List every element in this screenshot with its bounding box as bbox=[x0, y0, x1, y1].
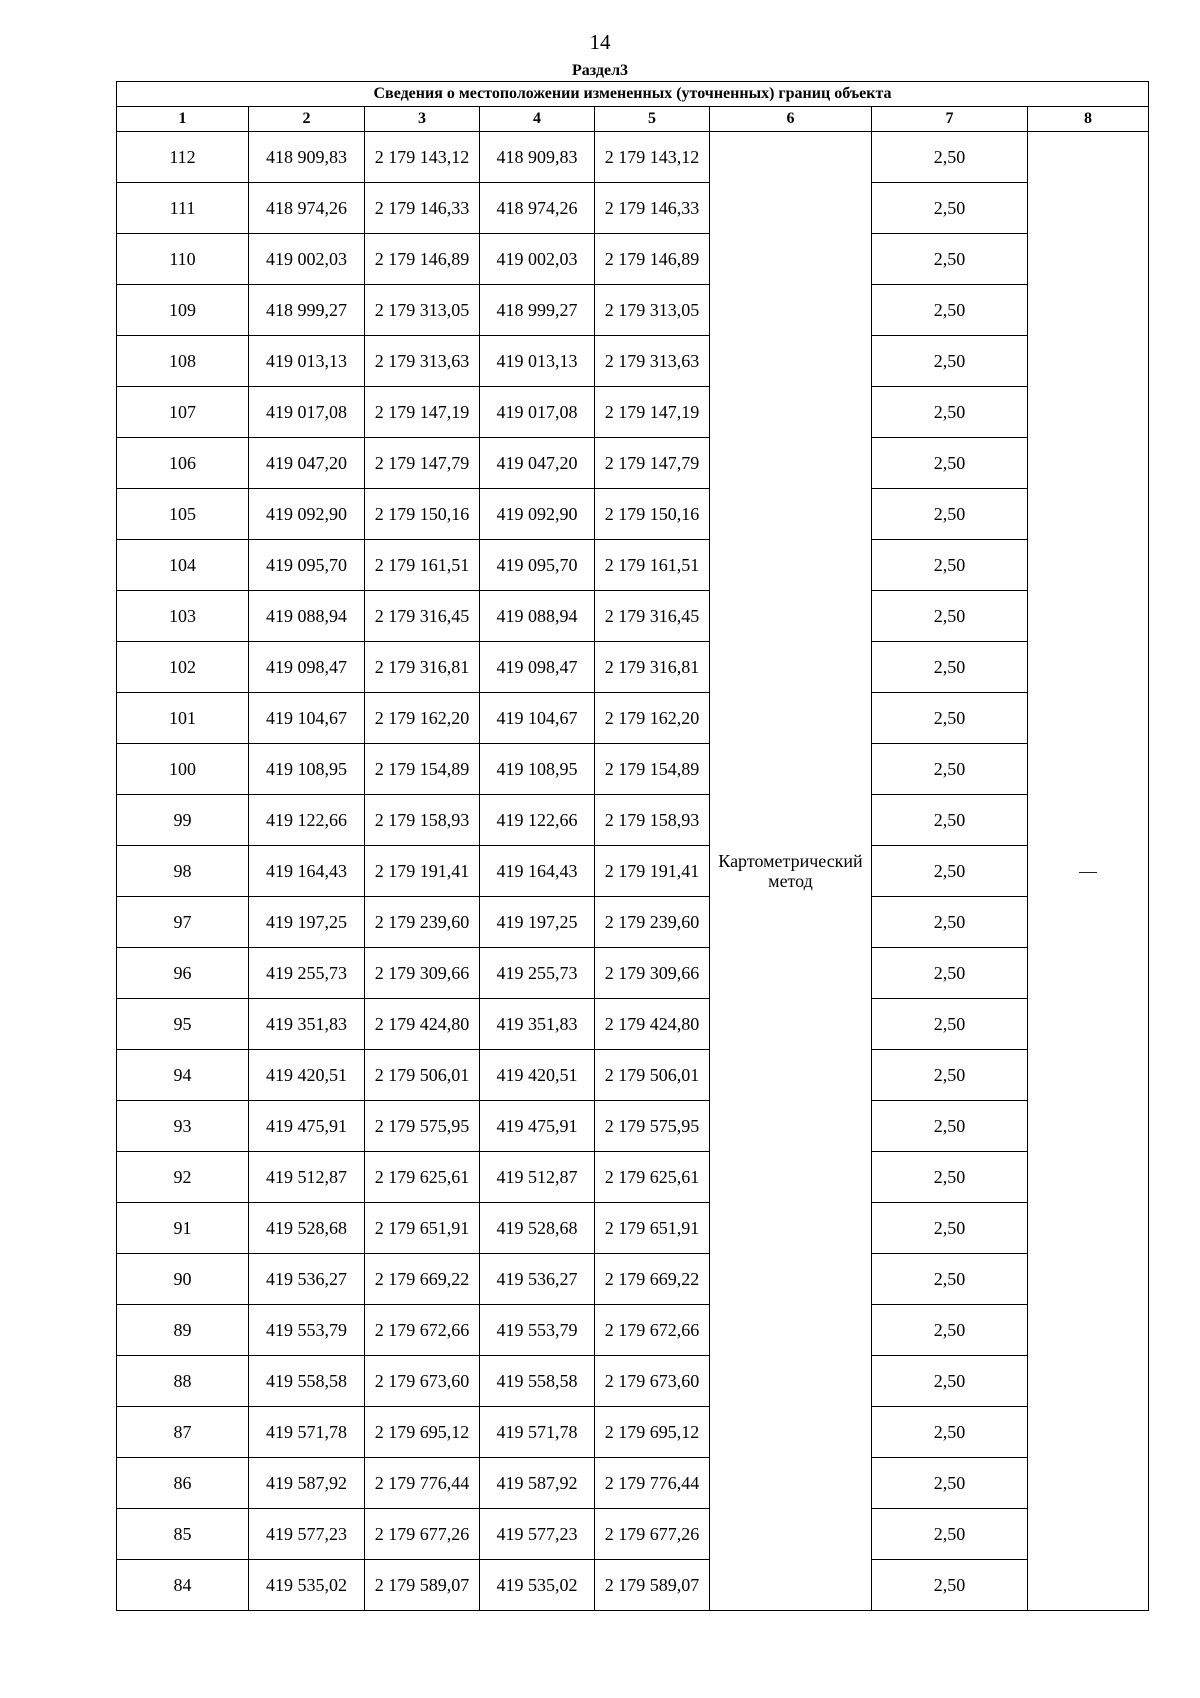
cell-y-old: 2 179 589,07 bbox=[365, 1560, 480, 1611]
cell-accuracy: 2,50 bbox=[872, 948, 1028, 999]
cell-y-old: 2 179 651,91 bbox=[365, 1203, 480, 1254]
cell-x-old: 419 088,94 bbox=[249, 591, 365, 642]
table-row bbox=[117, 1203, 1149, 1254]
cell-x-old: 419 553,79 bbox=[249, 1305, 365, 1356]
cell-y-new: 2 179 677,26 bbox=[595, 1509, 710, 1560]
cell-y-new: 2 179 154,89 bbox=[595, 744, 710, 795]
cell-y-new: 2 179 672,66 bbox=[595, 1305, 710, 1356]
table-row bbox=[117, 948, 1149, 999]
cell-y-old: 2 179 506,01 bbox=[365, 1050, 480, 1101]
cell-accuracy: 2,50 bbox=[872, 183, 1028, 234]
cell-y-new: 2 179 695,12 bbox=[595, 1407, 710, 1458]
cell-x-old: 419 571,78 bbox=[249, 1407, 365, 1458]
cell-x-new: 419 164,43 bbox=[480, 846, 595, 897]
cell-y-new: 2 179 669,22 bbox=[595, 1254, 710, 1305]
cell-y-old: 2 179 146,89 bbox=[365, 234, 480, 285]
cell-y-new: 2 179 575,95 bbox=[595, 1101, 710, 1152]
table-row bbox=[117, 438, 1149, 489]
cell-y-old: 2 179 143,12 bbox=[365, 132, 480, 183]
cell-accuracy: 2,50 bbox=[872, 1509, 1028, 1560]
cell-y-old: 2 179 672,66 bbox=[365, 1305, 480, 1356]
column-header-7: 7 bbox=[872, 107, 1028, 132]
cell-point-number: 90 bbox=[117, 1254, 249, 1305]
cell-x-old: 419 122,66 bbox=[249, 795, 365, 846]
cell-x-new: 419 558,58 bbox=[480, 1356, 595, 1407]
cell-x-new: 419 013,13 bbox=[480, 336, 595, 387]
cell-x-new: 419 553,79 bbox=[480, 1305, 595, 1356]
cell-accuracy: 2,50 bbox=[872, 642, 1028, 693]
table-row bbox=[117, 897, 1149, 948]
column-header-4: 4 bbox=[480, 107, 595, 132]
cell-x-old: 419 475,91 bbox=[249, 1101, 365, 1152]
cell-y-new: 2 179 146,33 bbox=[595, 183, 710, 234]
table-row bbox=[117, 1101, 1149, 1152]
table-row bbox=[117, 1356, 1149, 1407]
cell-accuracy: 2,50 bbox=[872, 846, 1028, 897]
cell-x-new: 419 587,92 bbox=[480, 1458, 595, 1509]
cell-point-number: 84 bbox=[117, 1560, 249, 1611]
cell-x-old: 419 528,68 bbox=[249, 1203, 365, 1254]
cell-point-number: 92 bbox=[117, 1152, 249, 1203]
table-row bbox=[117, 744, 1149, 795]
cell-y-old: 2 179 158,93 bbox=[365, 795, 480, 846]
cell-point-number: 108 bbox=[117, 336, 249, 387]
cell-accuracy: 2,50 bbox=[872, 1458, 1028, 1509]
table-row bbox=[117, 285, 1149, 336]
cell-x-old: 418 909,83 bbox=[249, 132, 365, 183]
table-row bbox=[117, 1152, 1149, 1203]
cell-y-old: 2 179 147,79 bbox=[365, 438, 480, 489]
cell-y-new: 2 179 313,63 bbox=[595, 336, 710, 387]
cell-accuracy: 2,50 bbox=[872, 1254, 1028, 1305]
cell-x-new: 418 974,26 bbox=[480, 183, 595, 234]
cell-x-old: 419 104,67 bbox=[249, 693, 365, 744]
coordinates-table bbox=[116, 81, 1149, 1611]
cell-y-old: 2 179 669,22 bbox=[365, 1254, 480, 1305]
cell-y-new: 2 179 625,61 bbox=[595, 1152, 710, 1203]
cell-accuracy: 2,50 bbox=[872, 1050, 1028, 1101]
cell-x-old: 419 164,43 bbox=[249, 846, 365, 897]
cell-accuracy: 2,50 bbox=[872, 540, 1028, 591]
cell-accuracy: 2,50 bbox=[872, 1560, 1028, 1611]
cell-y-old: 2 179 695,12 bbox=[365, 1407, 480, 1458]
cell-y-new: 2 179 316,81 bbox=[595, 642, 710, 693]
cell-y-new: 2 179 673,60 bbox=[595, 1356, 710, 1407]
cell-x-new: 419 017,08 bbox=[480, 387, 595, 438]
cell-accuracy: 2,50 bbox=[872, 336, 1028, 387]
cell-y-old: 2 179 313,63 bbox=[365, 336, 480, 387]
cell-point-number: 104 bbox=[117, 540, 249, 591]
cell-point-number: 98 bbox=[117, 846, 249, 897]
cell-accuracy: 2,50 bbox=[872, 693, 1028, 744]
cell-accuracy: 2,50 bbox=[872, 132, 1028, 183]
table-row bbox=[117, 999, 1149, 1050]
cell-x-new: 419 197,25 bbox=[480, 897, 595, 948]
column-header-3: 3 bbox=[365, 107, 480, 132]
cell-x-old: 419 536,27 bbox=[249, 1254, 365, 1305]
cell-y-new: 2 179 161,51 bbox=[595, 540, 710, 591]
page-number: 14 bbox=[589, 30, 611, 54]
cell-point-number: 99 bbox=[117, 795, 249, 846]
cell-point-number: 102 bbox=[117, 642, 249, 693]
table-title: Сведения о местоположении измененных (уточненных) границ объекта bbox=[117, 82, 1149, 107]
col8-cell: — bbox=[1028, 132, 1149, 1611]
cell-point-number: 101 bbox=[117, 693, 249, 744]
column-header-6: 6 bbox=[710, 107, 872, 132]
cell-accuracy: 2,50 bbox=[872, 1356, 1028, 1407]
table-row bbox=[117, 183, 1149, 234]
cell-accuracy: 2,50 bbox=[872, 234, 1028, 285]
cell-y-new: 2 179 158,93 bbox=[595, 795, 710, 846]
cell-x-new: 419 255,73 bbox=[480, 948, 595, 999]
table-row bbox=[117, 336, 1149, 387]
table-row bbox=[117, 387, 1149, 438]
column-header-1: 1 bbox=[117, 107, 249, 132]
section-label: Раздел3 bbox=[571, 62, 629, 79]
cell-y-old: 2 179 575,95 bbox=[365, 1101, 480, 1152]
table-row bbox=[117, 1509, 1149, 1560]
cell-accuracy: 2,50 bbox=[872, 795, 1028, 846]
cell-point-number: 106 bbox=[117, 438, 249, 489]
cell-y-new: 2 179 313,05 bbox=[595, 285, 710, 336]
cell-y-old: 2 179 239,60 bbox=[365, 897, 480, 948]
cell-y-new: 2 179 146,89 bbox=[595, 234, 710, 285]
cell-x-new: 419 002,03 bbox=[480, 234, 595, 285]
cell-x-old: 419 098,47 bbox=[249, 642, 365, 693]
cell-y-old: 2 179 161,51 bbox=[365, 540, 480, 591]
method-cell: Картометрический метод bbox=[710, 132, 872, 1611]
cell-y-new: 2 179 651,91 bbox=[595, 1203, 710, 1254]
cell-y-new: 2 179 589,07 bbox=[595, 1560, 710, 1611]
column-header-8: 8 bbox=[1028, 107, 1149, 132]
table-row bbox=[117, 1560, 1149, 1611]
cell-point-number: 110 bbox=[117, 234, 249, 285]
cell-point-number: 112 bbox=[117, 132, 249, 183]
cell-y-old: 2 179 150,16 bbox=[365, 489, 480, 540]
table-row bbox=[117, 693, 1149, 744]
cell-y-new: 2 179 239,60 bbox=[595, 897, 710, 948]
cell-x-new: 419 528,68 bbox=[480, 1203, 595, 1254]
cell-x-old: 419 092,90 bbox=[249, 489, 365, 540]
cell-x-new: 419 351,83 bbox=[480, 999, 595, 1050]
cell-x-old: 419 512,87 bbox=[249, 1152, 365, 1203]
cell-x-new: 419 104,67 bbox=[480, 693, 595, 744]
table-row bbox=[117, 540, 1149, 591]
cell-accuracy: 2,50 bbox=[872, 591, 1028, 642]
cell-y-old: 2 179 776,44 bbox=[365, 1458, 480, 1509]
cell-y-old: 2 179 146,33 bbox=[365, 183, 480, 234]
cell-accuracy: 2,50 bbox=[872, 1101, 1028, 1152]
cell-x-old: 419 255,73 bbox=[249, 948, 365, 999]
cell-point-number: 105 bbox=[117, 489, 249, 540]
cell-x-old: 419 013,13 bbox=[249, 336, 365, 387]
table-row bbox=[117, 1254, 1149, 1305]
cell-accuracy: 2,50 bbox=[872, 285, 1028, 336]
cell-x-new: 419 420,51 bbox=[480, 1050, 595, 1101]
cell-y-new: 2 179 143,12 bbox=[595, 132, 710, 183]
cell-point-number: 96 bbox=[117, 948, 249, 999]
cell-point-number: 87 bbox=[117, 1407, 249, 1458]
cell-x-new: 419 092,90 bbox=[480, 489, 595, 540]
cell-y-old: 2 179 625,61 bbox=[365, 1152, 480, 1203]
cell-point-number: 111 bbox=[117, 183, 249, 234]
cell-x-new: 419 475,91 bbox=[480, 1101, 595, 1152]
column-header-5: 5 bbox=[595, 107, 710, 132]
cell-y-old: 2 179 673,60 bbox=[365, 1356, 480, 1407]
cell-x-new: 419 088,94 bbox=[480, 591, 595, 642]
cell-y-old: 2 179 162,20 bbox=[365, 693, 480, 744]
cell-x-new: 419 577,23 bbox=[480, 1509, 595, 1560]
cell-accuracy: 2,50 bbox=[872, 387, 1028, 438]
cell-point-number: 85 bbox=[117, 1509, 249, 1560]
cell-point-number: 93 bbox=[117, 1101, 249, 1152]
table-row bbox=[117, 591, 1149, 642]
table-row bbox=[117, 489, 1149, 540]
cell-accuracy: 2,50 bbox=[872, 1407, 1028, 1458]
cell-x-old: 419 197,25 bbox=[249, 897, 365, 948]
cell-x-old: 419 351,83 bbox=[249, 999, 365, 1050]
cell-y-old: 2 179 316,45 bbox=[365, 591, 480, 642]
table-row bbox=[117, 1407, 1149, 1458]
cell-x-old: 419 420,51 bbox=[249, 1050, 365, 1101]
cell-accuracy: 2,50 bbox=[872, 897, 1028, 948]
cell-x-old: 419 017,08 bbox=[249, 387, 365, 438]
cell-y-old: 2 179 677,26 bbox=[365, 1509, 480, 1560]
cell-x-new: 419 108,95 bbox=[480, 744, 595, 795]
cell-accuracy: 2,50 bbox=[872, 438, 1028, 489]
cell-y-new: 2 179 162,20 bbox=[595, 693, 710, 744]
cell-x-new: 419 095,70 bbox=[480, 540, 595, 591]
column-header-2: 2 bbox=[249, 107, 365, 132]
cell-x-new: 419 536,27 bbox=[480, 1254, 595, 1305]
table-row bbox=[117, 846, 1149, 897]
cell-y-old: 2 179 313,05 bbox=[365, 285, 480, 336]
cell-x-new: 419 512,87 bbox=[480, 1152, 595, 1203]
cell-y-new: 2 179 309,66 bbox=[595, 948, 710, 999]
cell-accuracy: 2,50 bbox=[872, 744, 1028, 795]
cell-x-new: 419 571,78 bbox=[480, 1407, 595, 1458]
cell-point-number: 107 bbox=[117, 387, 249, 438]
cell-point-number: 94 bbox=[117, 1050, 249, 1101]
cell-point-number: 89 bbox=[117, 1305, 249, 1356]
table-row bbox=[117, 132, 1149, 183]
table-body bbox=[117, 132, 1149, 1611]
cell-point-number: 109 bbox=[117, 285, 249, 336]
cell-y-new: 2 179 316,45 bbox=[595, 591, 710, 642]
cell-y-new: 2 179 150,16 bbox=[595, 489, 710, 540]
table-row bbox=[117, 795, 1149, 846]
column-header-row bbox=[117, 107, 1149, 132]
cell-point-number: 95 bbox=[117, 999, 249, 1050]
cell-point-number: 86 bbox=[117, 1458, 249, 1509]
cell-y-new: 2 179 147,19 bbox=[595, 387, 710, 438]
cell-accuracy: 2,50 bbox=[872, 1152, 1028, 1203]
cell-accuracy: 2,50 bbox=[872, 489, 1028, 540]
cell-x-old: 419 535,02 bbox=[249, 1560, 365, 1611]
cell-y-new: 2 179 776,44 bbox=[595, 1458, 710, 1509]
cell-y-old: 2 179 154,89 bbox=[365, 744, 480, 795]
table-row bbox=[117, 642, 1149, 693]
cell-x-new: 419 047,20 bbox=[480, 438, 595, 489]
cell-point-number: 91 bbox=[117, 1203, 249, 1254]
cell-y-new: 2 179 191,41 bbox=[595, 846, 710, 897]
cell-x-new: 419 535,02 bbox=[480, 1560, 595, 1611]
cell-accuracy: 2,50 bbox=[872, 999, 1028, 1050]
table-row bbox=[117, 1050, 1149, 1101]
cell-x-new: 419 098,47 bbox=[480, 642, 595, 693]
cell-y-new: 2 179 424,80 bbox=[595, 999, 710, 1050]
cell-accuracy: 2,50 bbox=[872, 1203, 1028, 1254]
cell-y-old: 2 179 147,19 bbox=[365, 387, 480, 438]
cell-x-new: 418 909,83 bbox=[480, 132, 595, 183]
cell-x-old: 419 587,92 bbox=[249, 1458, 365, 1509]
cell-x-old: 419 047,20 bbox=[249, 438, 365, 489]
cell-x-old: 418 999,27 bbox=[249, 285, 365, 336]
cell-y-old: 2 179 191,41 bbox=[365, 846, 480, 897]
table-title-row bbox=[117, 82, 1149, 107]
table-row bbox=[117, 1458, 1149, 1509]
cell-y-old: 2 179 309,66 bbox=[365, 948, 480, 999]
cell-point-number: 88 bbox=[117, 1356, 249, 1407]
cell-accuracy: 2,50 bbox=[872, 1305, 1028, 1356]
cell-y-old: 2 179 424,80 bbox=[365, 999, 480, 1050]
cell-x-old: 419 095,70 bbox=[249, 540, 365, 591]
cell-point-number: 103 bbox=[117, 591, 249, 642]
cell-y-new: 2 179 506,01 bbox=[595, 1050, 710, 1101]
cell-point-number: 100 bbox=[117, 744, 249, 795]
table-row bbox=[117, 1305, 1149, 1356]
cell-y-new: 2 179 147,79 bbox=[595, 438, 710, 489]
cell-x-new: 418 999,27 bbox=[480, 285, 595, 336]
cell-point-number: 97 bbox=[117, 897, 249, 948]
cell-x-old: 419 577,23 bbox=[249, 1509, 365, 1560]
cell-x-old: 419 002,03 bbox=[249, 234, 365, 285]
table-row bbox=[117, 234, 1149, 285]
cell-x-old: 419 108,95 bbox=[249, 744, 365, 795]
cell-x-old: 418 974,26 bbox=[249, 183, 365, 234]
cell-x-new: 419 122,66 bbox=[480, 795, 595, 846]
cell-y-old: 2 179 316,81 bbox=[365, 642, 480, 693]
cell-x-old: 419 558,58 bbox=[249, 1356, 365, 1407]
